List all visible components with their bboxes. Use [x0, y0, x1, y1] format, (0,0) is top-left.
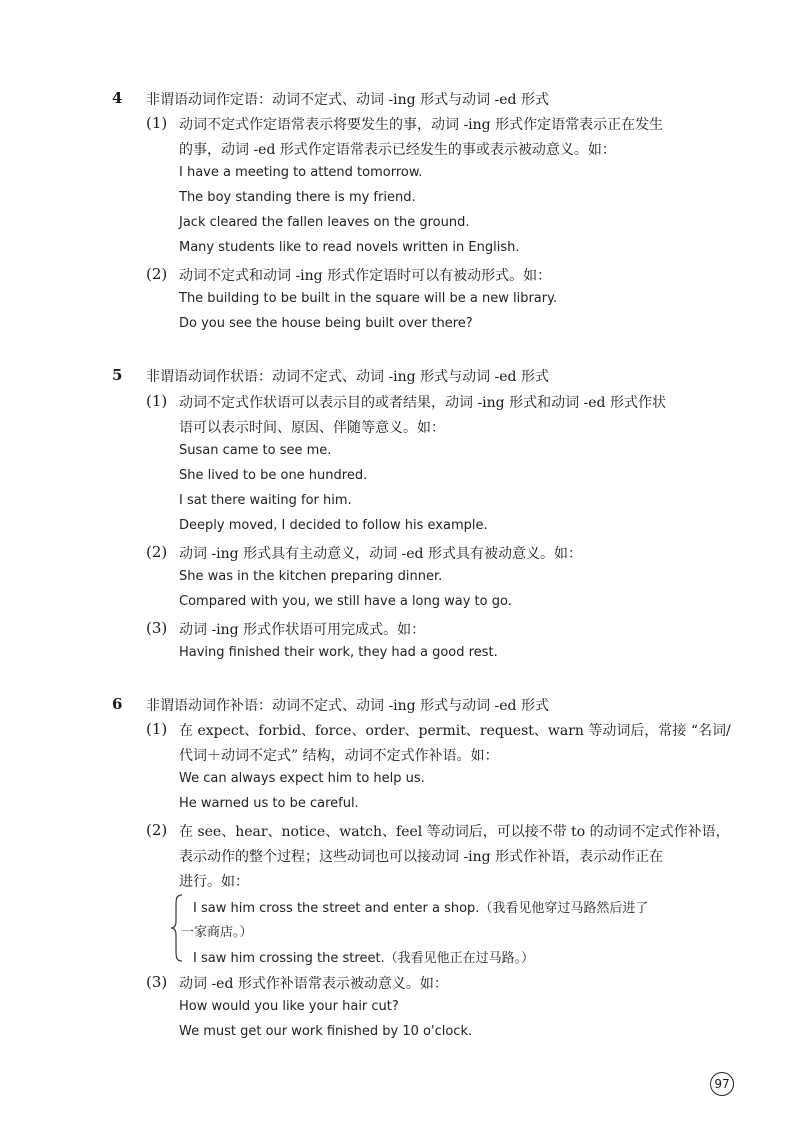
example-sentence: The building to be built in the square will be a new library. [179, 291, 558, 306]
item-number: (1) [146, 392, 168, 410]
example-sentence: Jack cleared the fallen leaves on the ground. [179, 215, 470, 230]
example-sentence: How would you like your hair cut? [179, 999, 399, 1014]
section-number: 5 [112, 366, 123, 384]
item-number: (2) [146, 821, 168, 839]
section-number: 6 [112, 695, 123, 713]
item-description-line: 动词不定式和动词 -ing 形式作定语时可以有被动形式。如： [179, 268, 552, 284]
example-sentence: We must get our work finished by 10 o'clock. [179, 1024, 473, 1039]
item-description-line: 语可以表示时间、原因、伴随等意义。如： [179, 420, 445, 436]
example-sentence: I saw him crossing the street.（我看见他正在过马路。） [193, 951, 535, 966]
example-sentence: I saw him cross the street and enter a shop.（我看见他穿过马路然后进了 [193, 901, 649, 916]
page-number: 97 [710, 1072, 734, 1096]
section-number: 4 [112, 89, 123, 107]
section-title: 非谓语动词作状语：动词不定式、动词 -ing 形式与动词 -ed 形式 [146, 369, 549, 385]
item-description-line: 动词 -ed 形式作补语常表示被动意义。如： [179, 976, 448, 992]
example-sentence: The boy standing there is my friend. [179, 190, 416, 205]
example-sentence: I sat there waiting for him. [179, 493, 352, 508]
item-description-line: 进行。如： [179, 874, 249, 890]
item-number: (3) [146, 619, 168, 637]
item-description-line: 动词不定式作定语常表示将要发生的事，动词 -ing 形式作定语常表示正在发生 [179, 117, 664, 133]
example-sentence: She lived to be one hundred. [179, 468, 368, 483]
example-sentence: Do you see the house being built over there? [179, 316, 473, 331]
item-number: (1) [146, 720, 168, 738]
item-description-line: 的事，动词 -ed 形式作定语常表示已经发生的事或表示被动意义。如： [179, 142, 616, 158]
item-number: (1) [146, 114, 168, 132]
item-description-line: 代词＋动词不定式” 结构，动词不定式作补语。如： [179, 748, 499, 764]
item-description-line: 动词不定式作状语可以表示目的或者结果，动词 -ing 形式和动词 -ed 形式作状 [179, 395, 666, 411]
example-sentence: He warned us to be careful. [179, 796, 359, 811]
section-title: 非谓语动词作定语：动词不定式、动词 -ing 形式与动词 -ed 形式 [146, 92, 549, 108]
example-sentence: 一家商店。） [181, 925, 253, 940]
example-sentence: Deeply moved, I decided to follow his example. [179, 518, 488, 533]
example-sentence: We can always expect him to help us. [179, 771, 425, 786]
item-number: (2) [146, 543, 168, 561]
example-sentence: Susan came to see me. [179, 443, 332, 458]
example-sentence: Having finished their work, they had a good rest. [179, 645, 498, 660]
item-description-line: 表示动作的整个过程；这些动词也可以接动词 -ing 形式作补语，表示动作正在 [179, 849, 664, 865]
item-number: (3) [146, 973, 168, 991]
example-sentence: I have a meeting to attend tomorrow. [179, 165, 423, 180]
example-sentence: Compared with you, we still have a long way to go. [179, 594, 512, 609]
item-description-line: 在 see、hear、notice、watch、feel 等动词后，可以接不带 to 的动词不定式作补语， [179, 824, 730, 840]
example-sentence: Many students like to read novels written in English. [179, 240, 520, 255]
section-title: 非谓语动词作补语：动词不定式、动词 -ing 形式与动词 -ed 形式 [146, 698, 549, 714]
item-number: (2) [146, 265, 168, 283]
item-description-line: 在 expect、forbid、force、order、permit、request、warn 等动词后，常接 “名词/ [179, 723, 731, 739]
example-sentence: She was in the kitchen preparing dinner. [179, 569, 443, 584]
item-description-line: 动词 -ing 形式作状语可用完成式。如： [179, 622, 426, 638]
item-description-line: 动词 -ing 形式具有主动意义，动词 -ed 形式具有被动意义。如： [179, 546, 582, 562]
